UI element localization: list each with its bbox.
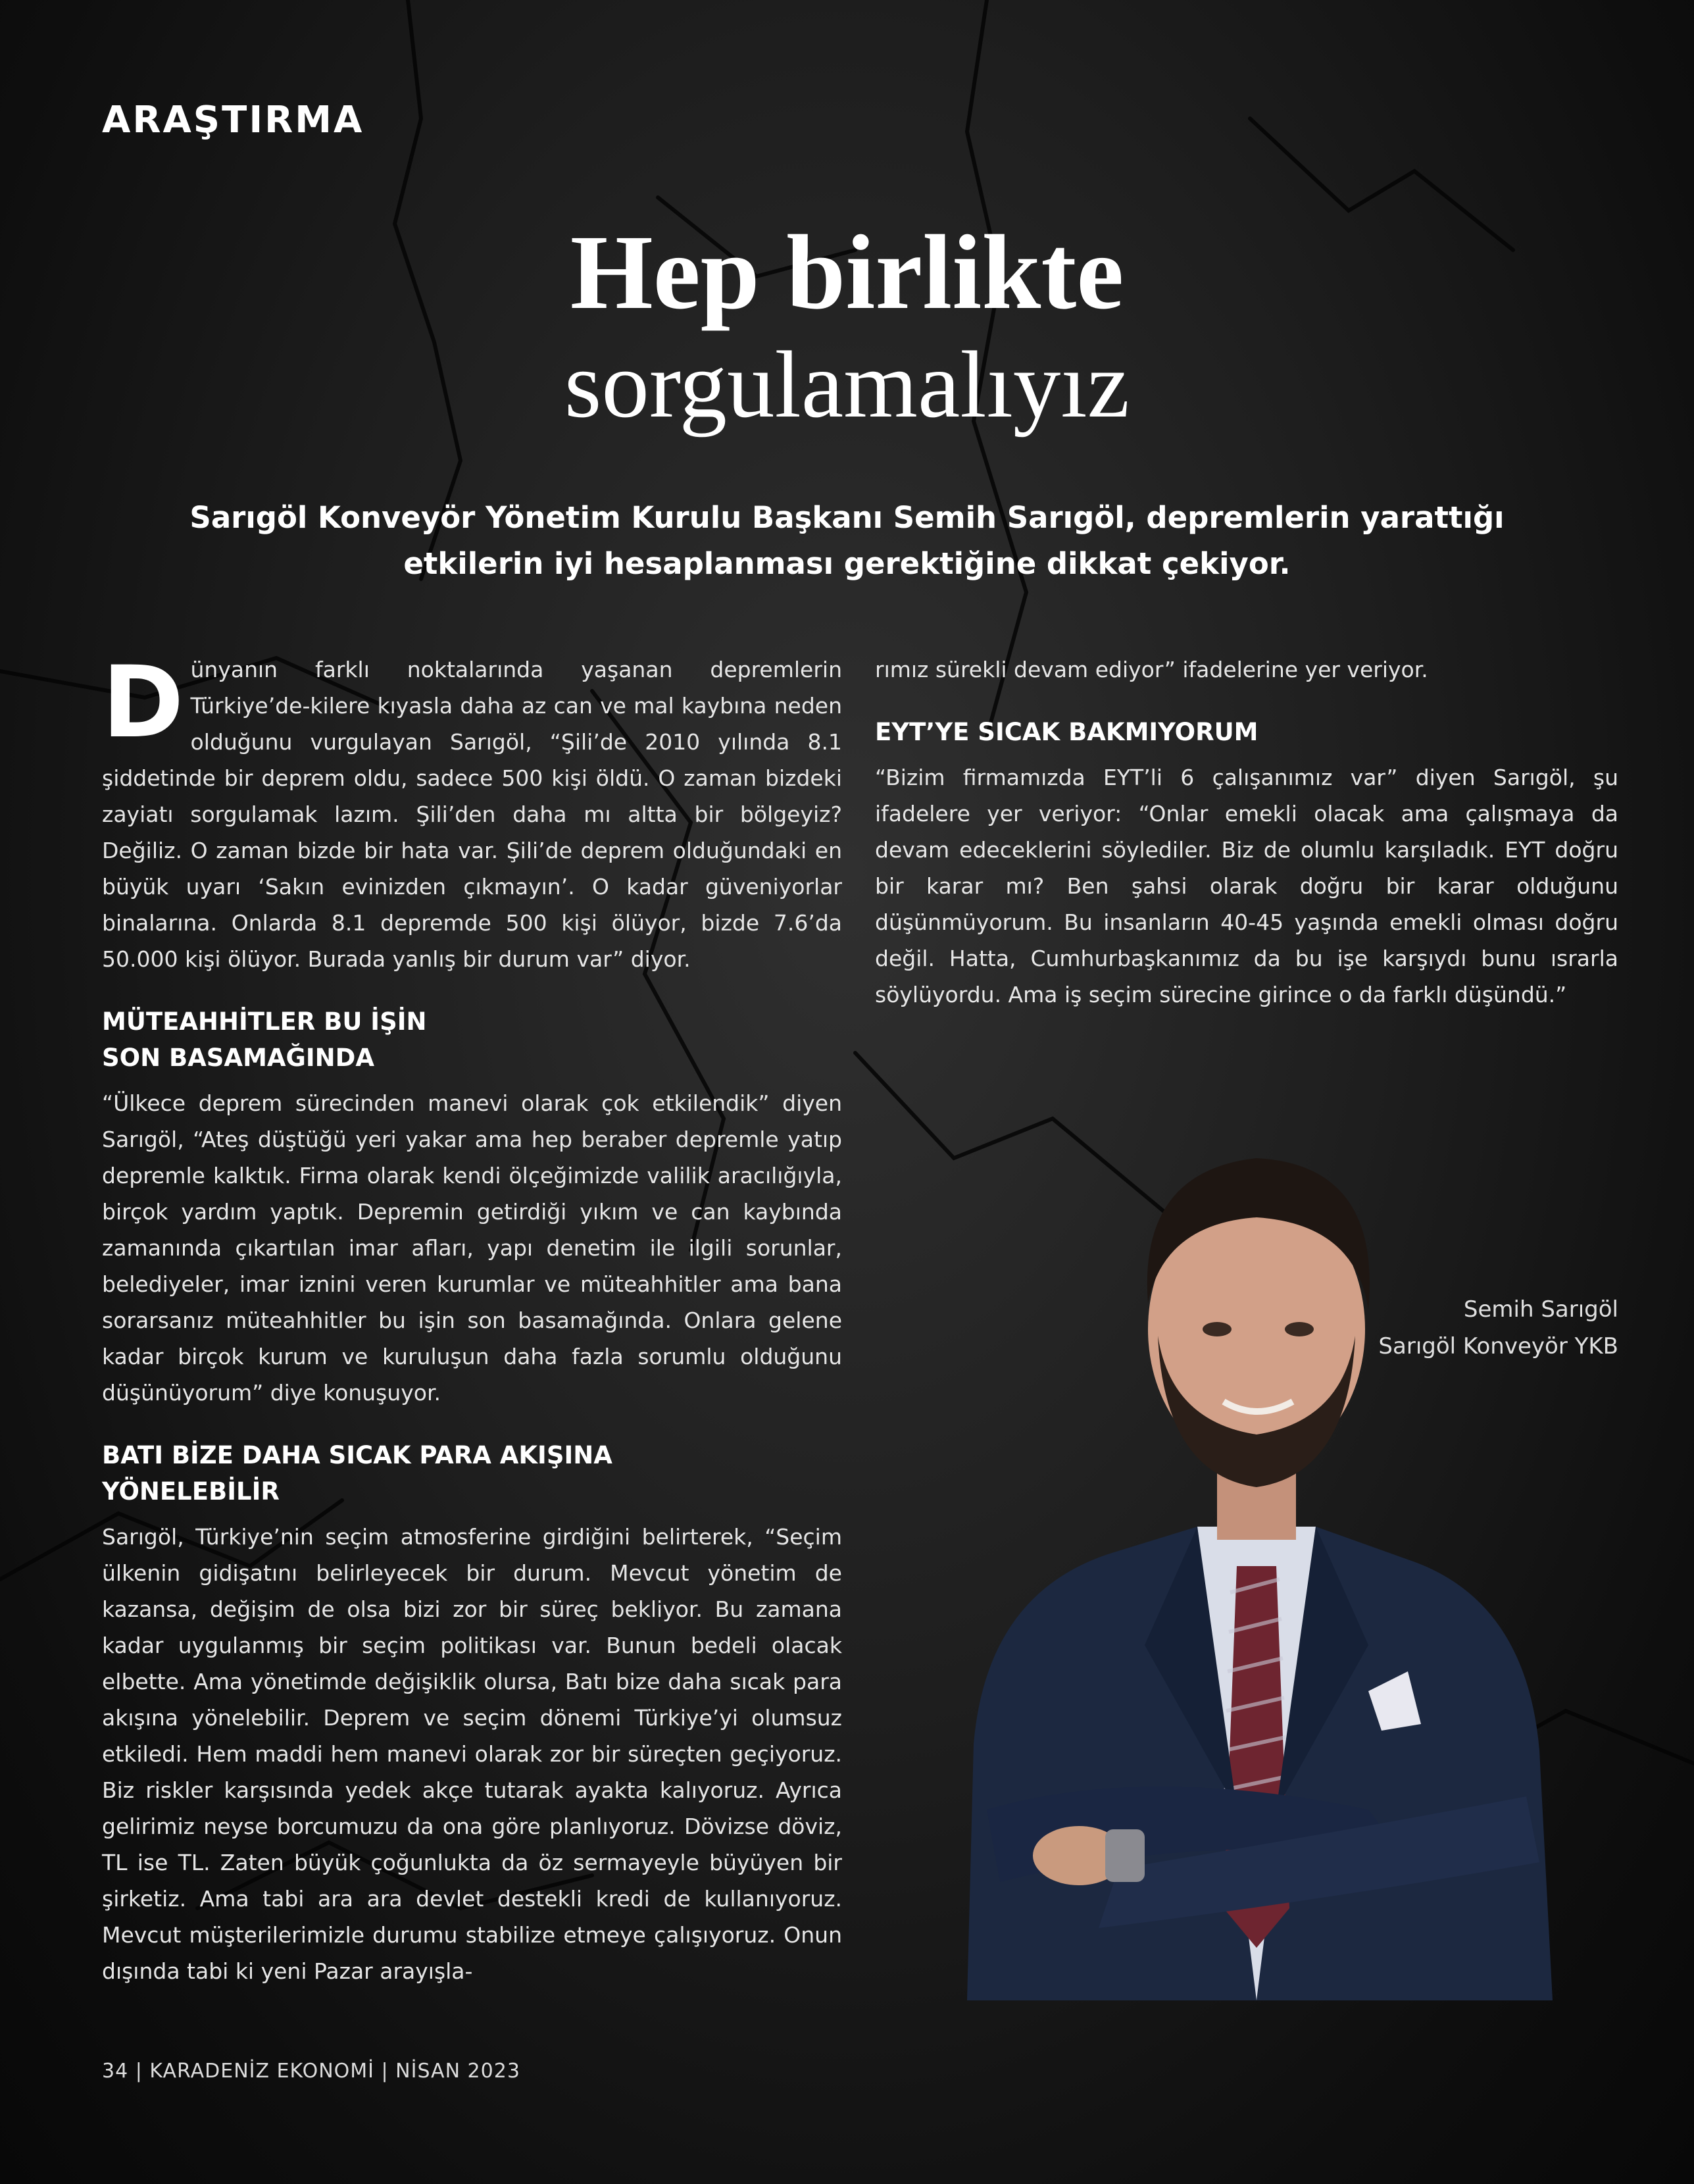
text-column-right	[875, 651, 1618, 1013]
intro-paragraph	[102, 646, 842, 977]
section-heading-contractors	[102, 1003, 842, 1076]
article-subtitle: Sarıgöl Konveyör Yönetim Kurulu Başkanı Semih Sarıgöl, depremlerin yarattığı etkilerin iyi hesaplanması gerektiğine dikkat çekiyor.	[189, 500, 1505, 581]
portrait-photo	[947, 1053, 1566, 2000]
drop-cap: D	[102, 646, 184, 760]
heading-line: YÖNELEBİLİR	[102, 1477, 280, 1506]
text-column-left	[102, 646, 842, 1989]
heading-line: BATI BİZE DAHA SICAK PARA AKIŞINA	[102, 1441, 612, 1469]
intro-text: ünyanın farklı noktalarında yaşanan depremlerin Türkiye’de-kilere kıyasla daha az can ve mal kaybına neden olduğunu vurgulayan Sarıgöl, “Şili’de 2010 yılında 8.1 şiddetinde bir deprem oldu, sadece 500 kişi öldü. O zaman bizdeki zayiatı sorgulamak lazım. Şili’den daha mı altta bir bölgeyiz? Değiliz. O zaman bizde bir hata var. Şili’de deprem olduğundaki en büyük uyarı ‘Sakın evinizden çıkmayın’. O kadar güveniyorlar binalarına. Onlarda 8.1 depremde 500 kişi ölüyor, bizde 7.6’da 50.000 kişi ölüyor. Burada yanlış bir durum var” diyor.	[102, 657, 842, 972]
article-title-line-1: Hep birlikte	[570, 214, 1124, 332]
section-heading-west	[102, 1437, 842, 1510]
paragraph-continued: rımız sürekli devam ediyor” ifadelerine yer veriyor.	[875, 657, 1428, 682]
article-title-line-2: sorgulamalıyız	[564, 332, 1130, 438]
paragraph-west: Sarıgöl, Türkiye’nin seçim atmosferine girdiğini belirterek, “Seçim ülkenin gidişatını belirleyecek bir durum. Mevcut yönetim de kazansa, değişim de olsa bizi zor bir süreç bekliyor. Bu zamana kadar uygulanmış bir seçim politikası var. Bunun bedeli olacak elbette. Ama yönetimde değişiklik olursa, Batı bize daha sıcak para akışına yönelebilir. Deprem ve seçim dönemi Türkiye’yi olumsuz etkiledi. Hem maddi hem manevi olarak zor bir süreçten geçiyoruz. Biz riskler karşısında yedek akçe tutarak ayakta kalıyoruz. Ayrıca gelirimiz neyse borcumuzu da ona göre planlıyoruz. Dövizse döviz, TL ise TL. Zaten büyük çoğunlukta da öz sermayeyle büyüyen bir şirketiz. Ama tabi ara ara devlet destekli kredi de kullanıyoruz. Mevcut müşterilerimizle durumu stabilize etmeye çalışıyoruz. Onun dışında tabi ki yeni Pazar arayışla-	[102, 1524, 842, 1984]
caption-name: Semih Sarıgöl	[1463, 1296, 1618, 1323]
heading-line: SON BASAMAĞINDA	[102, 1044, 374, 1072]
page-footer: 34 | KARADENİZ EKONOMİ | NİSAN 2023	[102, 2060, 520, 2083]
paragraph-contractors: “Ülkece deprem sürecinden manevi olarak çok etkilendik” diyen Sarıgöl, “Ateş düştüğü yeri yakar ama hep beraber depremle yatıp depremle kalktık. Firma olarak kendi ölçeğimizde valilik aracılığıyla, birçok yardım yaptık. Depremin getirdiği yıkım ve can kaybında zamanında çıkartılan imar afları, yapı denetim ile ilgili sorunlar, belediyeler, imar iznini veren kurumlar ve müteahhitler ama bana sorarsanız müteahhitler bu işin son basamağında. Onlara gelene kadar birçok kurum ve kuruluşun daha fazla sorumlu olduğunu düşünüyorum” diye konuşuyor.	[102, 1090, 842, 1406]
paragraph-eyt: “Bizim firmamızda EYT’li 6 çalışanımız var” diyen Sarıgöl, şu ifadelere yer veriyor: “Onlar emekli olacak ama çalışmaya da devam edeceklerini söylediler. Biz de olumlu karşıladık. EYT doğru bir karar mı? Ben şahsi olarak doğru bir karar olduğunu düşünmüyorum. Bu insanların 40-45 yaşında emekli olması doğru değil. Hatta, Cumhurbaşkanımız da bu işe karşıydı bunu ısrarla söylüyordu. Ama iş seçim sürecine girince o da farklı düşündü.”	[875, 765, 1618, 1007]
photo-caption	[1250, 1291, 1618, 1365]
section-heading-eyt: EYT’YE SICAK BAKMIYORUM	[875, 718, 1258, 746]
caption-title: Sarıgöl Konveyör YKB	[1378, 1333, 1618, 1359]
section-label: ARAŞTIRMA	[102, 99, 364, 141]
heading-line: MÜTEAHHİTLER BU İŞİN	[102, 1007, 427, 1036]
